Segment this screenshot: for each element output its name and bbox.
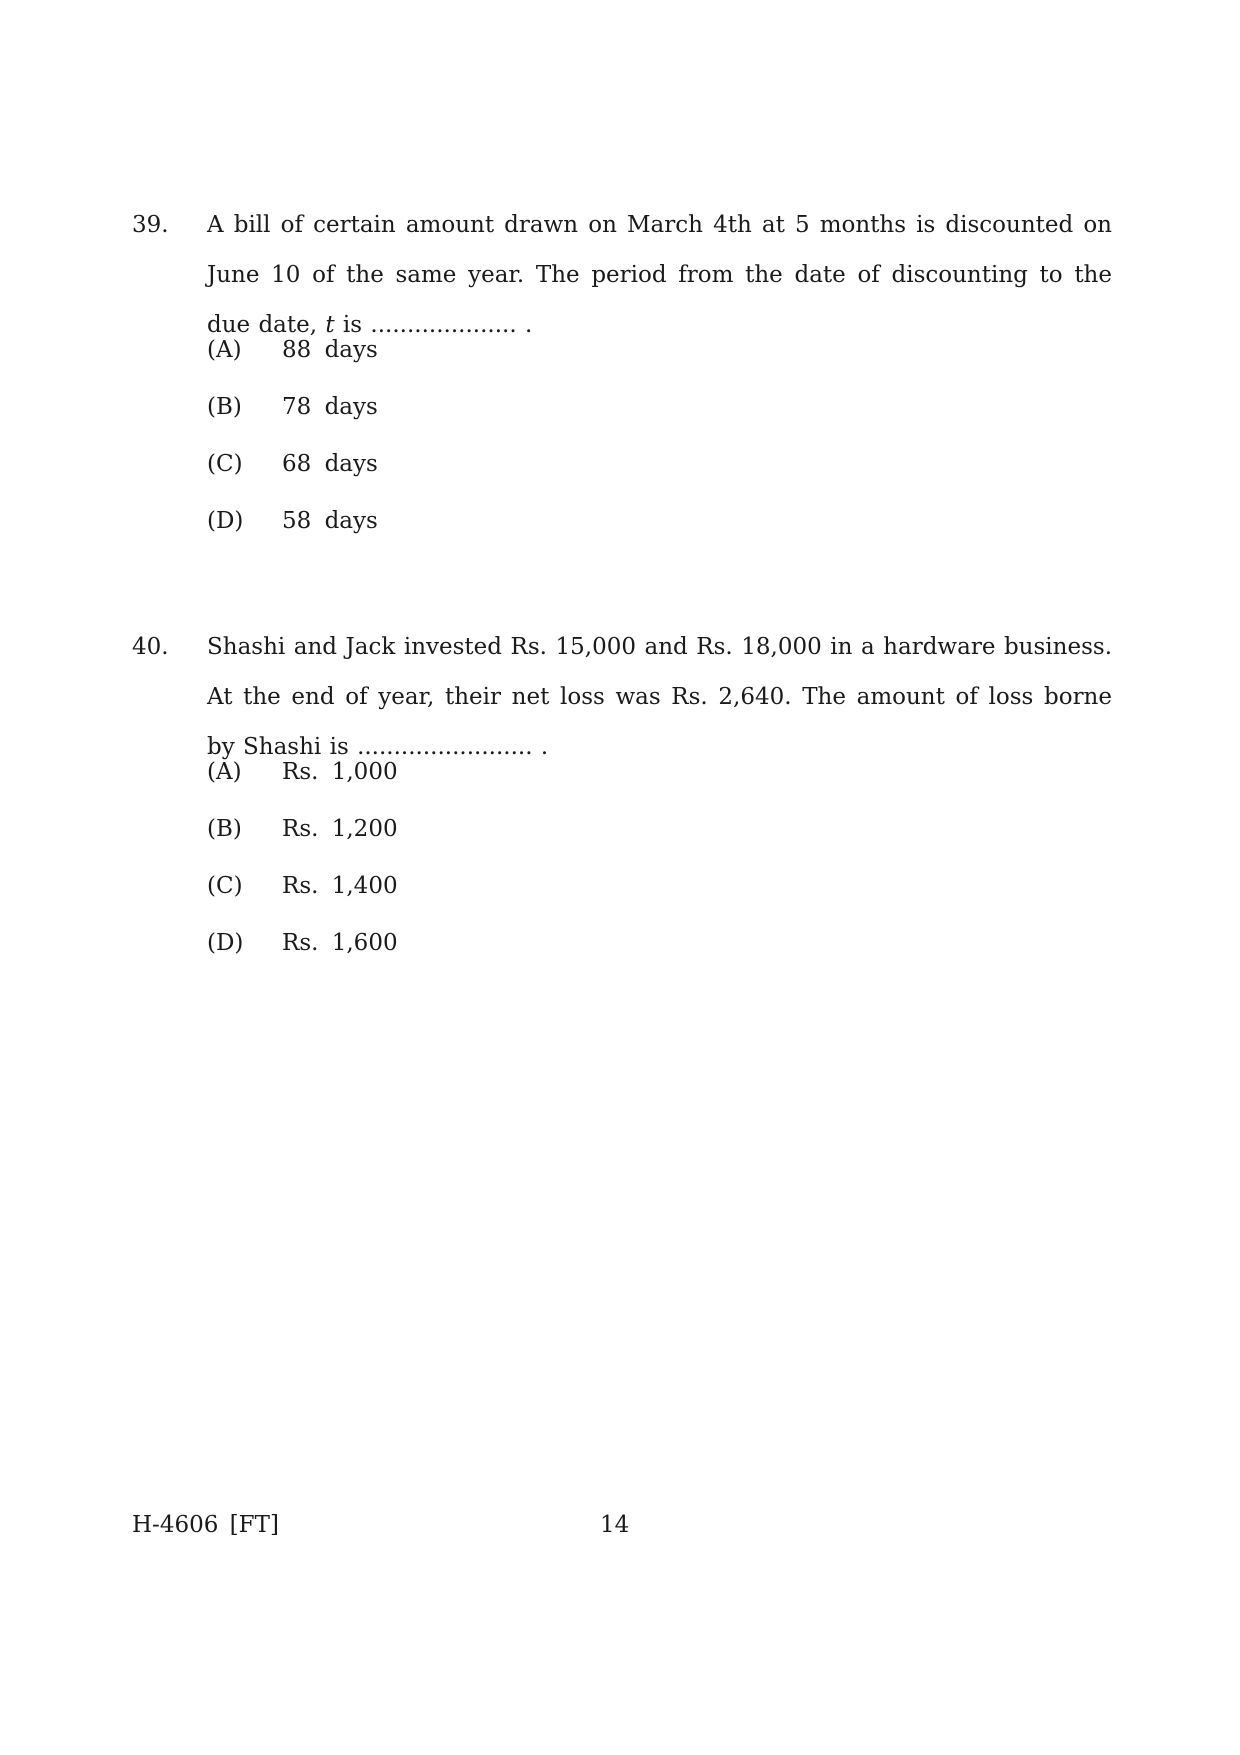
question-text <box>207 200 1112 350</box>
option-text: Rs. 1,000 <box>282 759 398 785</box>
option-label: (C) <box>207 451 243 477</box>
option-label: (B) <box>207 394 242 420</box>
option-text: Rs. 1,600 <box>282 930 398 956</box>
option-label: (A) <box>207 337 242 363</box>
question-line-prefix: due date, <box>207 312 326 338</box>
question-line: A bill of certain amount drawn on March 4th at 5 months is discounted on <box>207 212 1112 238</box>
option-label: (D) <box>207 930 244 956</box>
question-line: by Shashi is ........................ . <box>207 734 549 760</box>
paper-code: H-4606 [FT] <box>132 1512 279 1538</box>
question-number: 39. <box>132 212 169 238</box>
variable-t: t <box>325 312 335 338</box>
option-text: 58 days <box>282 508 378 534</box>
option-label: (B) <box>207 816 242 842</box>
question-line: Shashi and Jack invested Rs. 15,000 and Rs. 18,000 in a hardware business. <box>207 634 1112 660</box>
question-text <box>207 622 1112 772</box>
option-label: (A) <box>207 759 242 785</box>
question-line: June 10 of the same year. The period from the date of discounting to the <box>207 262 1112 288</box>
option-text: 68 days <box>282 451 378 477</box>
option-text: 78 days <box>282 394 378 420</box>
page-number: 14 <box>600 1512 630 1538</box>
question-line: At the end of year, their net loss was Rs. 2,640. The amount of loss borne <box>207 684 1112 710</box>
option-text: Rs. 1,200 <box>282 816 398 842</box>
option-label: (D) <box>207 508 244 534</box>
question-number: 40. <box>132 634 169 660</box>
option-text: Rs. 1,400 <box>282 873 398 899</box>
option-label: (C) <box>207 873 243 899</box>
option-text: 88 days <box>282 337 378 363</box>
question-line-suffix: is .................... . <box>334 312 533 338</box>
